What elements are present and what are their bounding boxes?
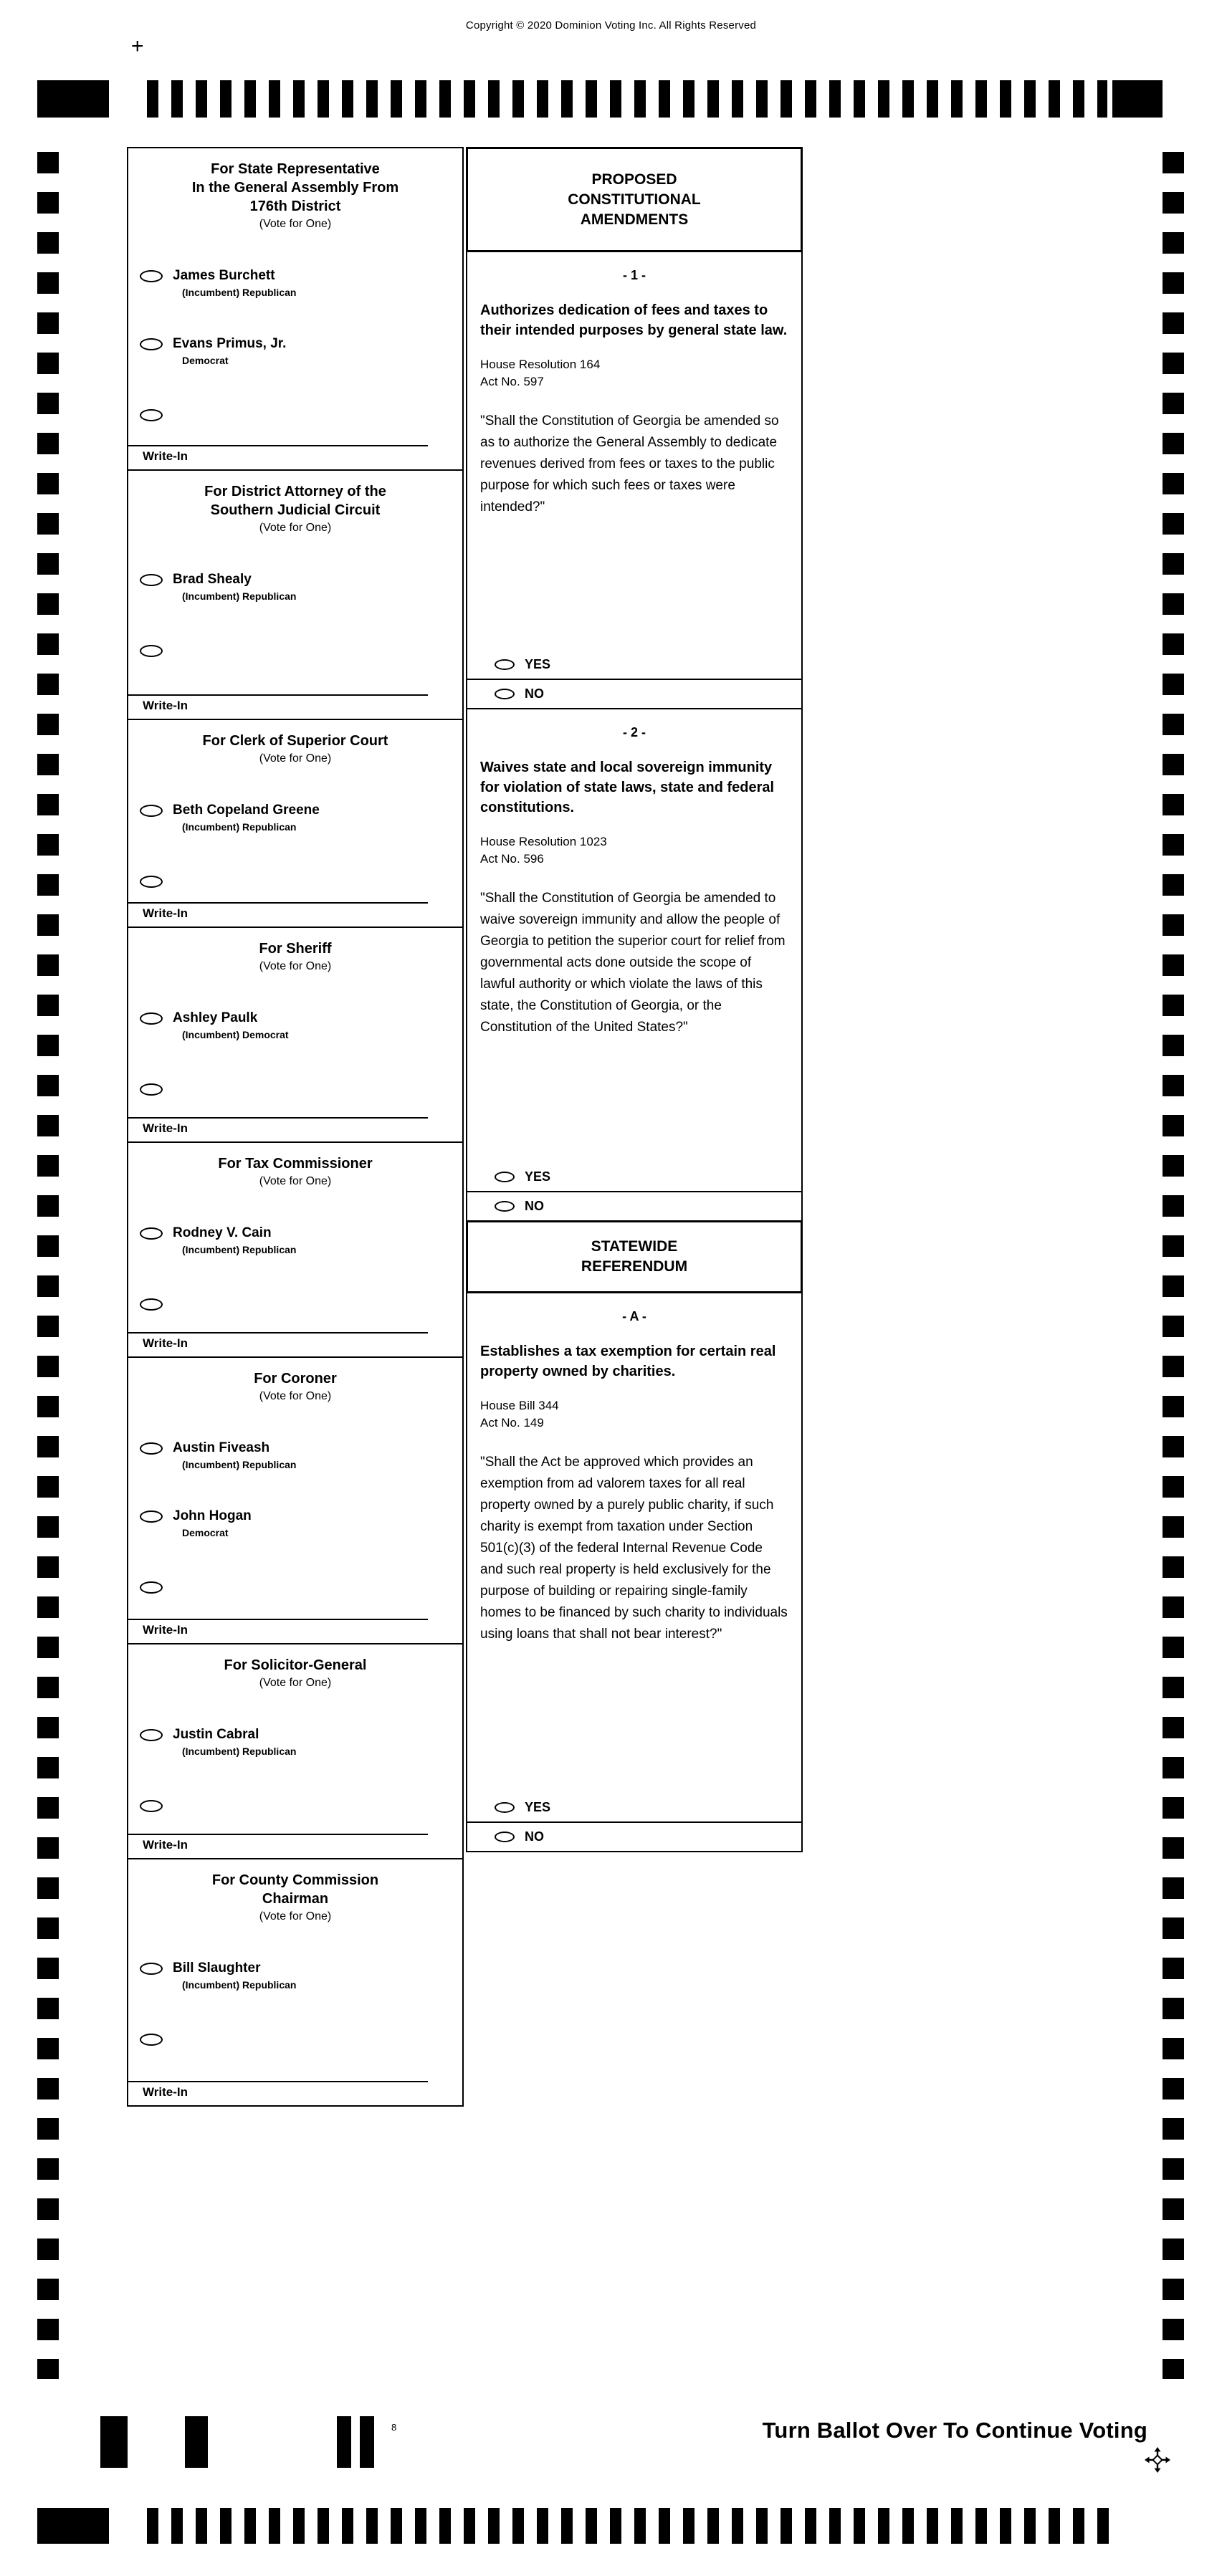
candidate-row <box>128 1960 462 1991</box>
contest-coroner <box>127 1356 464 1644</box>
timing-block-bottom-left <box>37 2508 109 2544</box>
copyright-line: Copyright © 2020 Dominion Voting Inc. All Rights Reserved <box>465 19 757 32</box>
measure-number: - A - <box>622 1309 646 1323</box>
candidate-row <box>128 803 462 833</box>
timing-block-top-right <box>1112 80 1163 118</box>
ballot-id-mark <box>100 2416 128 2468</box>
measure-reference: House Resolution 1023 <box>480 835 607 848</box>
write-in-oval[interactable] <box>140 1298 163 1311</box>
candidate-party: (Incumbent) Republican <box>182 590 297 602</box>
candidate-text <box>173 1960 296 1991</box>
candidate-name: James Burchett <box>173 268 275 283</box>
measure-summary: Authorizes dedication of fees and taxes to their intended purposes by general state law. <box>480 302 788 338</box>
candidate-row <box>128 1440 462 1471</box>
candidate-name: Ashley Paulk <box>173 1010 258 1025</box>
candidate-text <box>173 268 296 299</box>
yes-label: YES <box>525 1800 551 1814</box>
contest-state-representative-176th <box>127 147 464 471</box>
ballot-id-glyph: 8 <box>391 2422 397 2433</box>
measure-reference: Act No. 597 <box>480 375 544 388</box>
candidate-party: Democrat <box>182 1527 229 1538</box>
candidate-row <box>128 572 462 603</box>
registration-plus-mark: + <box>131 34 144 58</box>
measure-reference: House Resolution 164 <box>480 358 601 371</box>
write-in-area[interactable] <box>128 1332 462 1356</box>
candidate-text <box>173 1508 252 1539</box>
write-in-area[interactable] <box>128 1834 462 1858</box>
amendments-header-line: PROPOSED <box>591 171 677 188</box>
amendments-header-line: CONSTITUTIONAL <box>568 191 701 208</box>
turn-ballot-over-text: Turn Ballot Over To Continue Voting <box>762 2418 1147 2443</box>
contest-title-line: For County Commission <box>211 1872 379 1888</box>
yes-choice-row <box>467 1163 801 1191</box>
vote-for-instruction: (Vote for One) <box>259 960 332 972</box>
ballot-id-mark <box>337 2416 351 2468</box>
contest-title-line: Southern Judicial Circuit <box>210 502 381 518</box>
candidate-party: (Incumbent) Republican <box>182 287 297 298</box>
contest-county-commission-chairman <box>127 1858 464 2107</box>
candidate-text <box>173 1440 296 1471</box>
amendment-2-section <box>466 708 803 1222</box>
vote-for-instruction: (Vote for One) <box>259 1910 332 1923</box>
contest-title <box>128 478 462 519</box>
candidate-party: (Incumbent) Republican <box>182 1746 297 1757</box>
yes-label: YES <box>525 657 551 671</box>
no-oval[interactable] <box>495 1832 515 1842</box>
measure-choices <box>467 1163 801 1220</box>
yes-oval[interactable] <box>495 1802 515 1813</box>
vote-for-instruction: (Vote for One) <box>259 218 332 230</box>
candidate-row <box>128 336 462 367</box>
contest-title-line: For Coroner <box>254 1371 337 1387</box>
contest-sheriff <box>127 927 464 1143</box>
vote-for-instruction: (Vote for One) <box>259 522 332 534</box>
write-in-label: Write-In <box>143 1121 188 1135</box>
write-in-oval[interactable] <box>140 2034 163 2046</box>
no-label: NO <box>525 686 544 701</box>
write-in-label: Write-In <box>143 449 188 463</box>
measure-number: - 2 - <box>622 725 646 739</box>
write-in-line[interactable] <box>128 445 428 446</box>
write-in-area[interactable] <box>128 445 462 469</box>
contest-solicitor-general <box>127 1643 464 1859</box>
measure-question: "Shall the Constitution of Georgia be amended so as to authorize the General Assembly to dedicate revenues derived from fees or taxes to the public purpose for which such fees or taxes were intended?" <box>480 413 779 514</box>
contest-title <box>128 1652 462 1675</box>
contest-title-line: For Sheriff <box>259 941 332 957</box>
candidate-name: John Hogan <box>173 1508 252 1523</box>
write-in-area[interactable] <box>128 902 462 927</box>
contest-title <box>128 1150 462 1173</box>
referendum-header-line: REFERENDUM <box>581 1258 688 1275</box>
no-choice-row <box>467 679 801 708</box>
write-in-oval[interactable] <box>140 409 163 421</box>
vote-oval[interactable] <box>140 270 163 282</box>
amendment-1-section <box>466 251 803 709</box>
vote-oval[interactable] <box>140 574 163 586</box>
write-in-oval-row <box>128 407 462 421</box>
vote-oval[interactable] <box>140 1729 163 1741</box>
write-in-label: Write-In <box>143 1336 188 1350</box>
contest-title-line: In the General Assembly From <box>191 180 399 196</box>
measure-references <box>480 356 788 391</box>
yes-oval[interactable] <box>495 659 515 670</box>
write-in-oval-row <box>128 1579 462 1594</box>
vote-oval[interactable] <box>140 805 163 817</box>
candidate-row <box>128 1727 462 1758</box>
contest-title <box>128 935 462 958</box>
timing-marks-bottom <box>147 2508 1118 2544</box>
candidate-name: Austin Fiveash <box>173 1440 270 1455</box>
vote-for-instruction: (Vote for One) <box>259 1175 332 1187</box>
measure-summary: Waives state and local sovereign immunity for violation of state laws, state and federal constitutions. <box>480 760 775 815</box>
candidate-text <box>173 336 286 367</box>
write-in-label: Write-In <box>143 906 188 920</box>
candidate-row <box>128 1508 462 1539</box>
write-in-oval[interactable] <box>140 1083 163 1096</box>
write-in-line[interactable] <box>128 1117 428 1119</box>
candidate-party: Democrat <box>182 355 229 366</box>
candidate-party: (Incumbent) Democrat <box>182 1029 289 1040</box>
candidate-party: (Incumbent) Republican <box>182 1979 297 1991</box>
measure-choices <box>467 651 801 708</box>
write-in-oval[interactable] <box>140 645 163 657</box>
contest-title-line: For Solicitor-General <box>224 1657 367 1673</box>
write-in-line[interactable] <box>128 1834 428 1835</box>
contest-tax-commissioner <box>127 1141 464 1358</box>
vote-for-instruction: (Vote for One) <box>259 752 332 765</box>
contest-title-line: 176th District <box>249 198 341 214</box>
candidate-row <box>128 268 462 299</box>
no-label: NO <box>525 1829 544 1844</box>
measure-references <box>480 833 788 868</box>
write-in-line[interactable] <box>128 694 428 696</box>
amendments-header-line: AMENDMENTS <box>580 211 689 228</box>
contest-title <box>128 1867 462 1908</box>
write-in-oval[interactable] <box>140 876 163 888</box>
candidate-name: Brad Shealy <box>173 572 252 587</box>
referendum-a-section <box>466 1292 803 1852</box>
no-label: NO <box>525 1199 544 1213</box>
vote-oval[interactable] <box>140 1963 163 1975</box>
write-in-oval[interactable] <box>140 1581 163 1594</box>
yes-label: YES <box>525 1169 551 1184</box>
write-in-label: Write-In <box>143 699 188 712</box>
vote-oval[interactable] <box>140 1510 163 1523</box>
contest-title <box>128 727 462 750</box>
referendum-header <box>466 1220 803 1293</box>
write-in-oval-row <box>128 2031 462 2046</box>
candidate-party: (Incumbent) Republican <box>182 821 297 833</box>
timing-marks-left <box>37 152 59 2379</box>
vote-for-instruction: (Vote for One) <box>259 1390 332 1402</box>
candidate-name: Beth Copeland Greene <box>173 803 320 818</box>
candidate-party: (Incumbent) Republican <box>182 1459 297 1470</box>
no-oval[interactable] <box>495 689 515 699</box>
write-in-area[interactable] <box>128 1619 462 1643</box>
contest-title <box>128 155 462 216</box>
vote-oval[interactable] <box>140 1227 163 1240</box>
measure-number: - 1 - <box>622 268 646 282</box>
candidate-row <box>128 1225 462 1256</box>
measure-reference: Act No. 596 <box>480 852 544 866</box>
write-in-oval[interactable] <box>140 1800 163 1812</box>
contest-title-line: For District Attorney of the <box>204 484 386 499</box>
write-in-oval-row <box>128 1798 462 1812</box>
ballot-id-mark <box>360 2416 374 2468</box>
candidate-name: Evans Primus, Jr. <box>173 336 287 351</box>
no-choice-row <box>467 1821 801 1851</box>
contest-title-line: For Tax Commissioner <box>218 1156 373 1172</box>
no-oval[interactable] <box>495 1201 515 1212</box>
write-in-line[interactable] <box>128 1619 428 1620</box>
measure-question: "Shall the Act be approved which provides an exemption from ad valorem taxes for all real property owned by a purely public charity, if such charity is exempt from taxation under Section 501(c)(3) of the federal Internal Revenue Code and such real property is held exclusively for the purpose of building or repairing single-family homes to be financed by such charity to individuals using loans that shall not bear interest?" <box>480 1455 788 1642</box>
yes-oval[interactable] <box>495 1172 515 1182</box>
amendments-header <box>466 147 803 252</box>
write-in-label: Write-In <box>143 2085 188 2099</box>
candidate-text <box>173 803 320 833</box>
contest-title-line: For State Representative <box>211 161 380 177</box>
alignment-cross-icon <box>1144 2446 1171 2477</box>
contest-title <box>128 1365 462 1388</box>
contest-clerk-of-superior-court <box>127 719 464 928</box>
write-in-area[interactable] <box>128 694 462 719</box>
contest-title-line: Chairman <box>262 1891 329 1907</box>
write-in-oval-row <box>128 873 462 888</box>
candidate-text <box>173 1727 296 1758</box>
candidate-party: (Incumbent) Republican <box>182 1244 297 1255</box>
candidate-text <box>173 572 296 603</box>
timing-marks-top <box>147 80 1107 118</box>
timing-marks-right <box>1163 152 1184 2379</box>
measure-reference: Act No. 149 <box>480 1416 544 1430</box>
measure-reference: House Bill 344 <box>480 1399 559 1412</box>
yes-choice-row <box>467 1794 801 1821</box>
candidate-name: Rodney V. Cain <box>173 1225 272 1240</box>
write-in-line[interactable] <box>128 2081 428 2082</box>
contest-title-line: For Clerk of Superior Court <box>202 733 388 749</box>
write-in-line[interactable] <box>128 902 428 904</box>
candidate-name: Justin Cabral <box>173 1727 259 1742</box>
write-in-oval-row <box>128 1296 462 1311</box>
vote-oval[interactable] <box>140 338 163 350</box>
write-in-label: Write-In <box>143 1838 188 1852</box>
measure-choices <box>467 1794 801 1851</box>
yes-choice-row <box>467 651 801 679</box>
measure-references <box>480 1397 788 1432</box>
measure-question: "Shall the Constitution of Georgia be amended to waive sovereign immunity and allow the people of Georgia to petition the superior court for relief from governmental acts done outside the scope of lawful authority or which violate the laws of this state, the Constitution of Georgia, or the Constitution of the United States?" <box>480 891 786 1035</box>
no-choice-row <box>467 1191 801 1220</box>
candidate-text <box>173 1010 289 1041</box>
vote-for-instruction: (Vote for One) <box>259 1677 332 1689</box>
write-in-area[interactable] <box>128 1117 462 1141</box>
write-in-oval-row <box>128 643 462 657</box>
write-in-line[interactable] <box>128 1332 428 1334</box>
candidate-name: Bill Slaughter <box>173 1960 261 1976</box>
write-in-oval-row <box>128 1081 462 1096</box>
write-in-label: Write-In <box>143 1623 188 1637</box>
ballot-id-mark <box>185 2416 208 2468</box>
write-in-area[interactable] <box>128 2081 462 2105</box>
vote-oval[interactable] <box>140 1442 163 1455</box>
contest-district-attorney <box>127 469 464 720</box>
timing-block-top-left <box>37 80 109 118</box>
measure-summary: Establishes a tax exemption for certain real property owned by charities. <box>480 1344 776 1379</box>
referendum-header-line: STATEWIDE <box>591 1238 678 1255</box>
candidate-text <box>173 1225 296 1256</box>
candidate-row <box>128 1010 462 1041</box>
vote-oval[interactable] <box>140 1012 163 1025</box>
